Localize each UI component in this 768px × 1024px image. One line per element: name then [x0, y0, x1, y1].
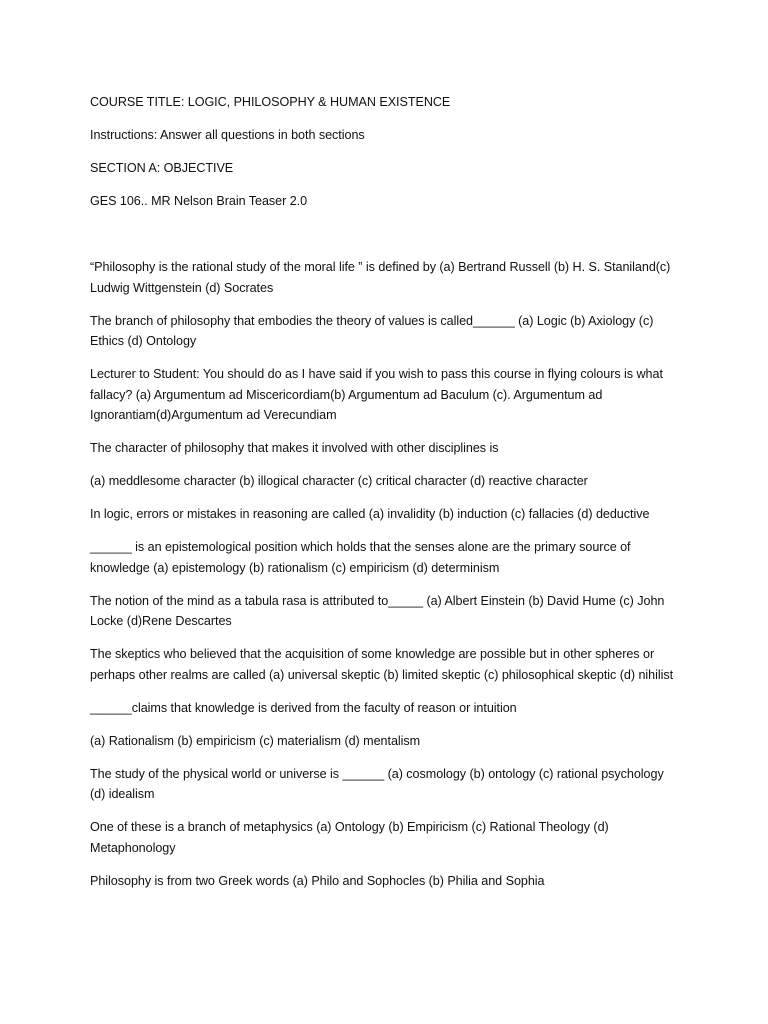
options-reason-intuition: (a) Rationalism (b) empiricism (c) materialism (d) mentalism — [90, 733, 421, 748]
document-body — [90, 92, 678, 904]
question-theory-of-values: The branch of philosophy that embodies the theory of values is called______ (a) Logic (b) Axiology (c) Ethics (d) Ontology — [90, 313, 654, 348]
header-spacer — [90, 224, 678, 257]
question-errors-in-reasoning: In logic, errors or mistakes in reasoning are called (a) invalidity (b) induction (c) fallacies (d) deductive — [90, 507, 650, 521]
question-character-of-philosophy: The character of philosophy that makes it involved with other disciplines is — [90, 441, 499, 455]
question-reason-intuition: ______claims that knowledge is derived from the faculty of reason or intuition — [90, 700, 517, 715]
question-senses-knowledge: ______ is an epistemological position which holds that the senses alone are the primary source of knowledge (a) epistemology (b) rationalism (c) empiricism (d) determinism — [90, 540, 631, 575]
question-skeptics: The skeptics who believed that the acquisition of some knowledge are possible but in other spheres or perhaps other realms are called (a) universal skeptic (b) limited skeptic (c) philosophical skeptic (d) nihilist — [90, 647, 674, 682]
question-branch-of-metaphysics: One of these is a branch of metaphysics (a) Ontology (b) Empiricism (c) Rational Theology (d) Metaphonology — [90, 820, 609, 855]
question-tabula-rasa: The notion of the mind as a tabula rasa is attributed to_____ (a) Albert Einstein (b) David Hume (c) John Locke (d)Rene Descartes — [90, 593, 665, 628]
question-fallacy: Lecturer to Student: You should do as I have said if you wish to pass this course in flying colours is what fallacy? (a) Argumentum ad Miscericordiam(b) Argumentum ad Baculum (c). Argumentum ad Ignorantiam(d)Argumentum ad Verecundiam — [90, 367, 663, 422]
question-greek-words: Philosophy is from two Greek words (a) Philo and Sophocles (b) Philia and Sophia — [90, 873, 545, 888]
question-philosophy-definition: “Philosophy is the rational study of the moral life ” is defined by (a) Bertrand Russell (b) H. S. Staniland(c) Ludwig Wittgenstein (d) Socrates — [90, 260, 671, 295]
course-title: COURSE TITLE: LOGIC, PHILOSOPHY & HUMAN EXISTENCE — [90, 95, 451, 109]
section-heading: SECTION A: OBJECTIVE — [90, 161, 234, 175]
instructions-line: Instructions: Answer all questions in both sections — [90, 128, 365, 142]
course-code-line: GES 106.. MR Nelson Brain Teaser 2.0 — [90, 194, 308, 208]
options-character-of-philosophy: (a) meddlesome character (b) illogical character (c) critical character (d) reactive character — [90, 474, 588, 488]
question-physical-world: The study of the physical world or universe is ______ (a) cosmology (b) ontology (c) rational psychology (d) idealism — [90, 766, 664, 801]
